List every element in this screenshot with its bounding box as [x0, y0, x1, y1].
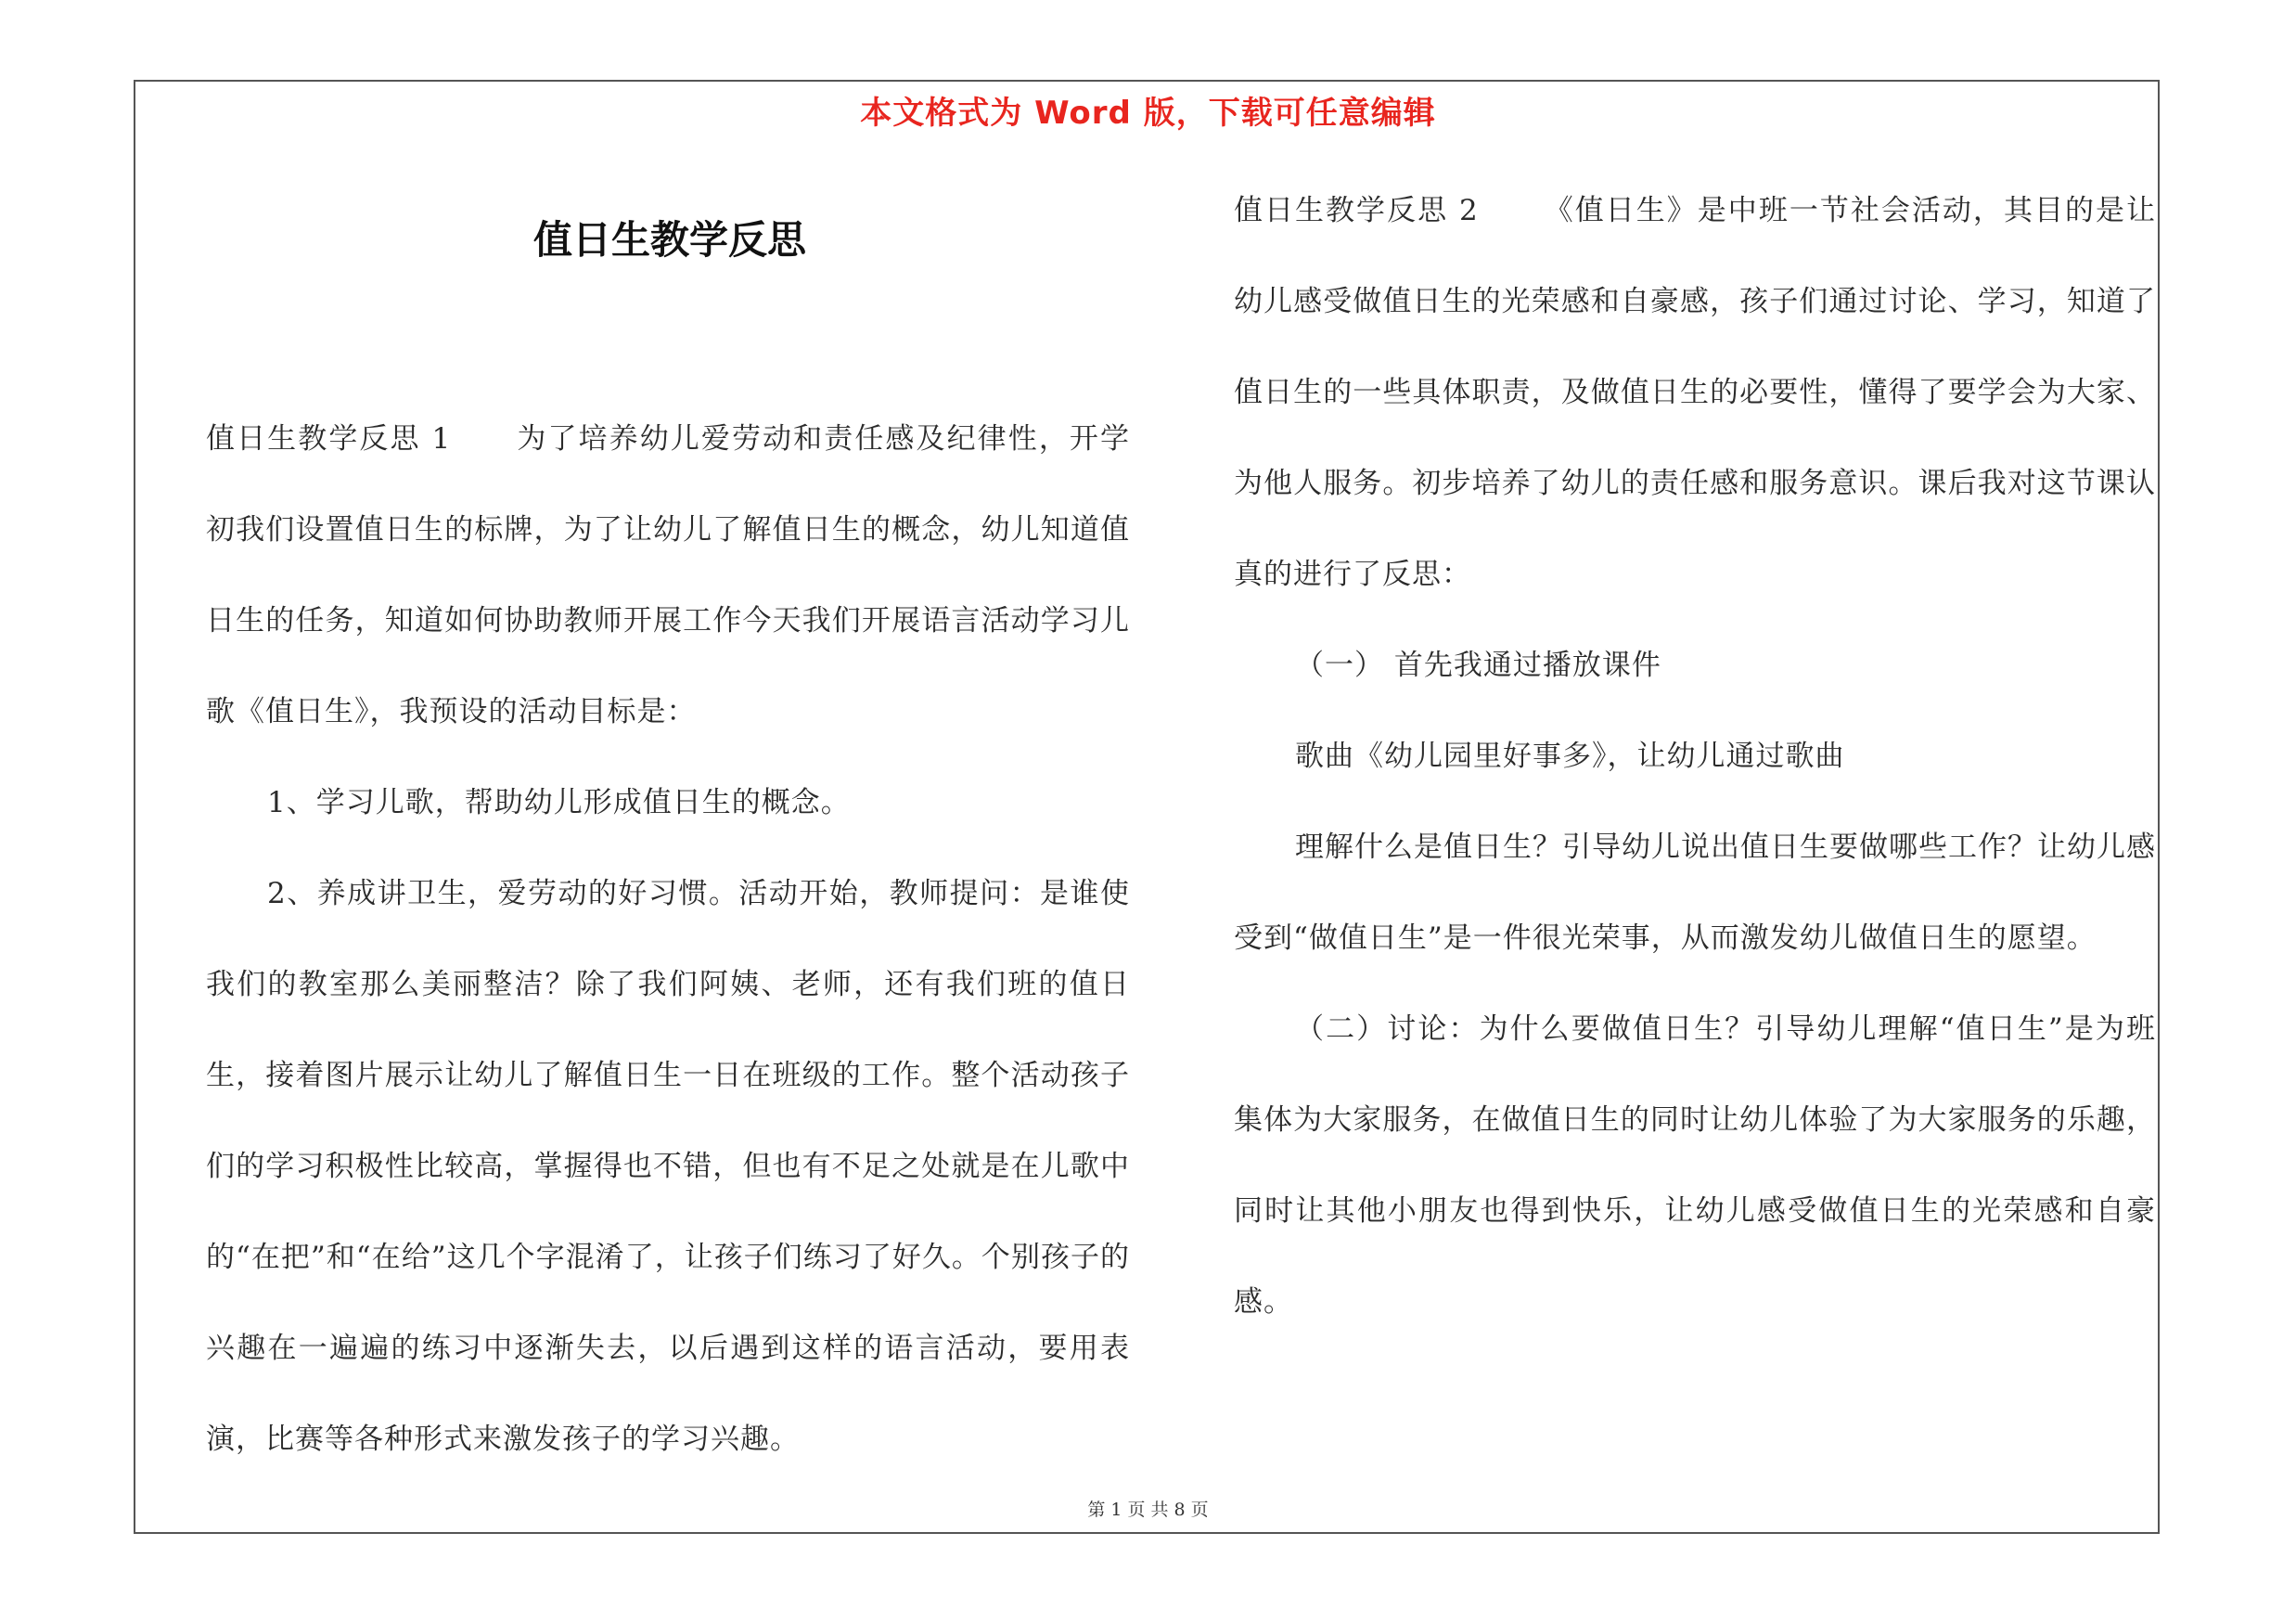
- paragraph-1-body: 为了培养幼儿爱劳动和责任感及纪律性，开学初我们设置值日生的标牌，为了让幼儿了解值日生的概念，幼儿知道值日生的任务，知道如何协助教师开展工作今天我们开展语言活动学习儿歌《值日生》，我预设的活动目标是：: [206, 422, 1131, 728]
- goal-item-1: 1、学习儿歌，帮助幼儿形成值日生的概念。: [267, 786, 851, 819]
- section-heading-2: 值日生教学反思 2: [1234, 194, 1479, 227]
- left-column: [206, 393, 1130, 1485]
- goal-item-2: 2、养成讲卫生，爱劳动的好习惯。活动开始，教师提问：是谁使我们的教室那么美丽整洁？除了我们阿姨、老师，还有我们班的值日生，接着图片展示让幼儿了解值日生一日在班级的工作。整个活动孩子们的学习积极性比较高，掌握得也不错，但也有不足之处就是在儿歌中的“在把”和“在给”这几个字混淆了，让孩子们练习了好久。个别孩子的兴趣在一遍遍的练习中逐渐失去，以后遇到这样的语言活动，要用表演，比赛等各种形式来激发孩子的学习兴趣。: [206, 877, 1130, 1456]
- page-number-footer: 第 1 页 共 8 页: [1087, 1500, 1209, 1520]
- document-title: 值日生教学反思: [532, 217, 806, 263]
- paragraph-1: [206, 393, 1130, 757]
- section-heading-1: 值日生教学反思 1: [206, 422, 452, 456]
- subsection-1-body: 理解什么是值日生？引导幼儿说出值日生要做哪些工作？让幼儿感受到“做值日生”是一件很光荣事，从而激发幼儿做值日生的愿望。: [1234, 831, 2156, 955]
- subsection-2-body: （二）讨论：为什么要做值日生？引导幼儿理解“值日生”是为班集体为大家服务，在做值日生的同时让幼儿体验了为大家服务的乐趣，同时让其他小朋友也得到快乐，让幼儿感受做值日生的光荣感和自豪感。: [1234, 1012, 2156, 1319]
- subsection-1-line: 歌曲《幼儿园里好事多》，让幼儿通过歌曲: [1295, 740, 1845, 773]
- subsection-1-heading: （一） 首先我通过播放课件: [1295, 649, 1661, 682]
- editable-banner: 本文格式为 Word 版，下载可任意编辑: [860, 95, 1436, 132]
- right-column: [1234, 165, 2156, 1347]
- paragraph-2-body: 《值日生》是中班一节社会活动，其目的是让幼儿感受做值日生的光荣感和自豪感，孩子们通过讨论、学习，知道了值日生的一些具体职责，及做值日生的必要性，懂得了要学会为大家、为他人服务。初步培养了幼儿的责任感和服务意识。课后我对这节课认真的进行了反思：: [1234, 194, 2157, 591]
- paragraph-2: [1234, 165, 2156, 620]
